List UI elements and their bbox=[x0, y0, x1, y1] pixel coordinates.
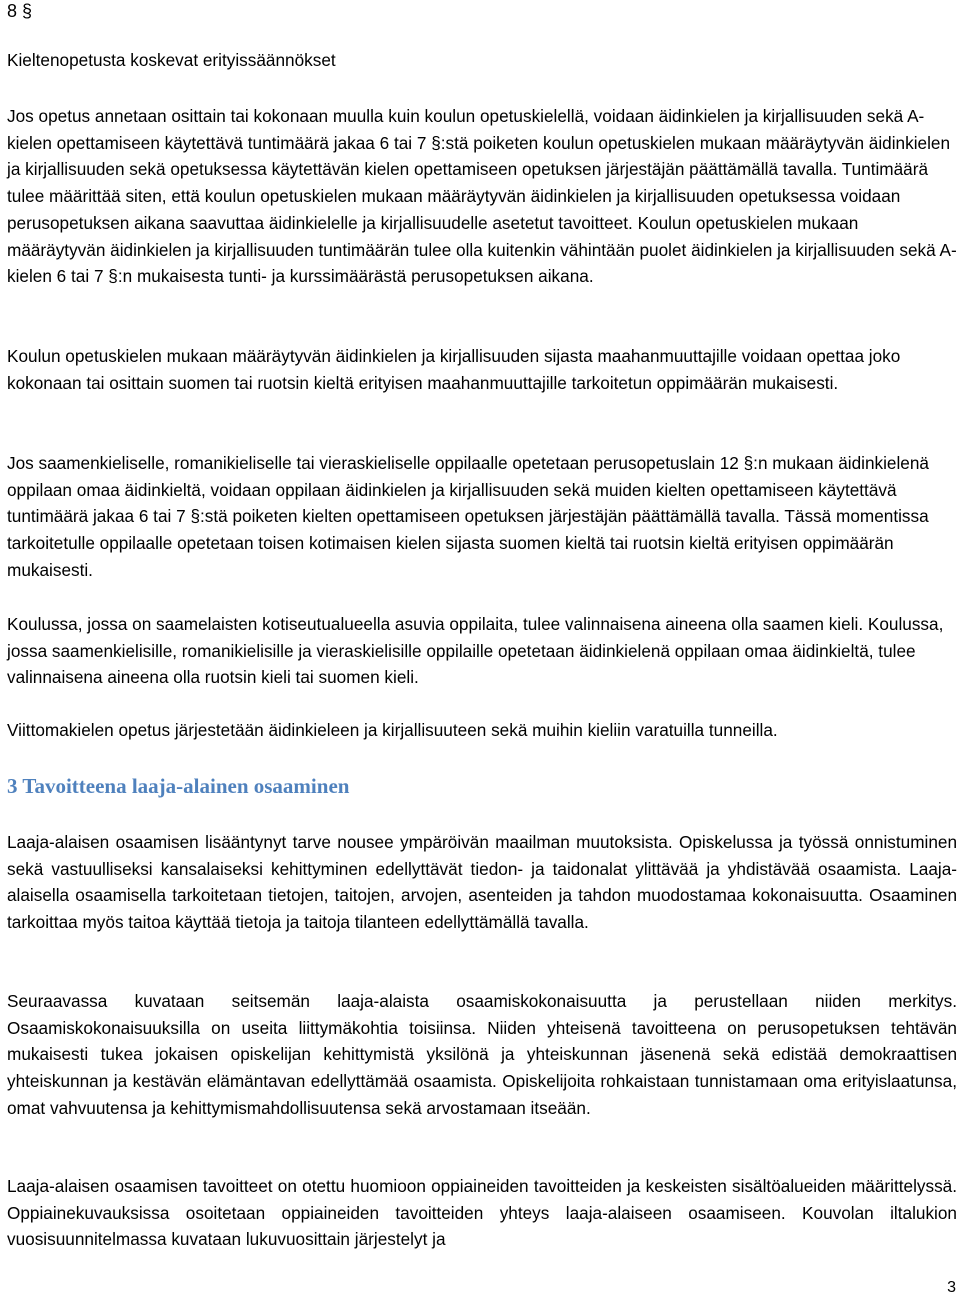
paragraph-7: Seuraavassa kuvataan seitsemän laaja-alaista osaamiskokonaisuutta ja perustellaan niiden merkitys. Osaamiskokonaisuuksilla on useita liittymäkohtia toisiinsa. Niiden yhteisenä tavoitteena on perusopetuksen tehtävän mukaisesti tukea jokaisen opiskelijan kehittymistä yksilönä ja yhteiskunnan jäsenenä sekä edistää demokraattisen yhteiskunnan ja kestävän elämäntavan edellyttämää osaamista. Opiskelijoita rohkaistaan tunnistamaan oma erityislaatunsa, omat vahvuutensa ja kehittymismahdollisuutensa sekä arvostamaan itseään. bbox=[7, 991, 957, 1118]
page-number: 3 bbox=[947, 1279, 956, 1296]
section-marker: 8 § bbox=[7, 1, 33, 21]
paragraph-3: Jos saamenkieliselle, romanikieliselle tai vieraskieliselle oppilaalle opetetaan perusopetuslain 12 §:n mukaan äidinkielenä oppilaan omaa äidinkieltä, voidaan oppilaan äidinkielen ja kirjallisuuden sekä muiden kielten opettamiseen käytettävä tuntimäärä jakaa 6 tai 7 §:stä poiketen kielten opettamiseen opetuksen järjestäjän päättämällä tavalla. Tässä momentissa tarkoitetulle oppilaalle opetetaan toisen kotimaisen kielen sijasta suomen kieltä tai ruotsin kieltä erityisen oppimäärän mukaisesti. bbox=[7, 453, 929, 580]
paragraph-5: Viittomakielen opetus järjestetään äidinkieleen ja kirjallisuuteen sekä muihin kieliin varatuilla tunneilla. bbox=[7, 720, 778, 740]
paragraph-2: Koulun opetuskielen mukaan määräytyvän äidinkielen ja kirjallisuuden sijasta maahanmuuttajille voidaan opettaa joko kokonaan tai osittain suomen tai ruotsin kieltä erityisen maahanmuuttajille tarkoitetun oppimäärän mukaisesti. bbox=[7, 346, 901, 393]
section-heading: 3 Tavoitteena laaja-alainen osaaminen bbox=[7, 774, 350, 798]
subheading: Kieltenopetusta koskevat erityissäännökset bbox=[7, 50, 336, 70]
paragraph-8: Laaja-alaisen osaamisen tavoitteet on otettu huomioon oppiaineiden tavoitteiden ja keskeisten sisältöalueiden määrittelyssä. Oppiainekuvauksissa osoitetaan oppiaineiden tavoitteiden yhteys laaja-alaiseen osaamiseen. Kouvolan iltalukion vuosisuunnitelmassa kuvataan lukuvuosittain järjestelyt ja bbox=[7, 1176, 957, 1250]
paragraph-1: Jos opetus annetaan osittain tai kokonaan muulla kuin koulun opetuskielellä, voidaan äidinkielen ja kirjallisuuden sekä A-kielen opettamiseen käytettävä tuntimäärä jakaa 6 tai 7 §:stä poiketen koulun opetuskielen mukaan määräytyvän äidinkielen ja kirjallisuuden sekä opetuksessa käytettävän kielen opettamiseen opetuksen järjestäjän päättämällä tavalla. Tuntimäärä tulee määrittää siten, että koulun opetuskielen mukaan määräytyvän äidinkielen ja kirjallisuuden opetuksessa voidaan perusopetuksen aikana saavuttaa äidinkielelle ja kirjallisuudelle asetetut tavoitteet. Koulun opetuskielen mukaan määräytyvän äidinkielen ja kirjallisuuden tuntimäärän tulee olla kuitenkin vähintään puolet äidinkielen ja kirjallisuuden sekä A-kielen 6 tai 7 §:n mukaisesta tunti- ja kurssimäärästä perusopetuksen aikana. bbox=[7, 106, 957, 287]
paragraph-6: Laaja-alaisen osaamisen lisääntynyt tarve nousee ympäröivän maailman muutoksista. Opiskelussa ja työssä onnistuminen sekä vastuulliseksi kansalaiseksi kehittyminen edellyttävät tiedon- ja taidonalat ylittävää ja yhdistävää osaamista. Laaja-alaisella osaamisella tarkoitetaan tietojen, taitojen, arvojen, asenteiden ja tahdon muodostamaa kokonaisuutta. Osaaminen tarkoittaa myös taitoa käyttää tietoja ja taitoja tilanteen edellyttämällä tavalla. bbox=[7, 832, 957, 933]
paragraph-4: Koulussa, jossa on saamelaisten kotiseutualueella asuvia oppilaita, tulee valinnaisena aineena olla saamen kieli. Koulussa, jossa saamenkielisille, romanikielisille ja vieraskielisille oppilaille opetetaan äidinkielenä oppilaan omaa äidinkieltä, tulee valinnaisena aineena olla ruotsin kieli tai suomen kieli. bbox=[7, 614, 944, 688]
